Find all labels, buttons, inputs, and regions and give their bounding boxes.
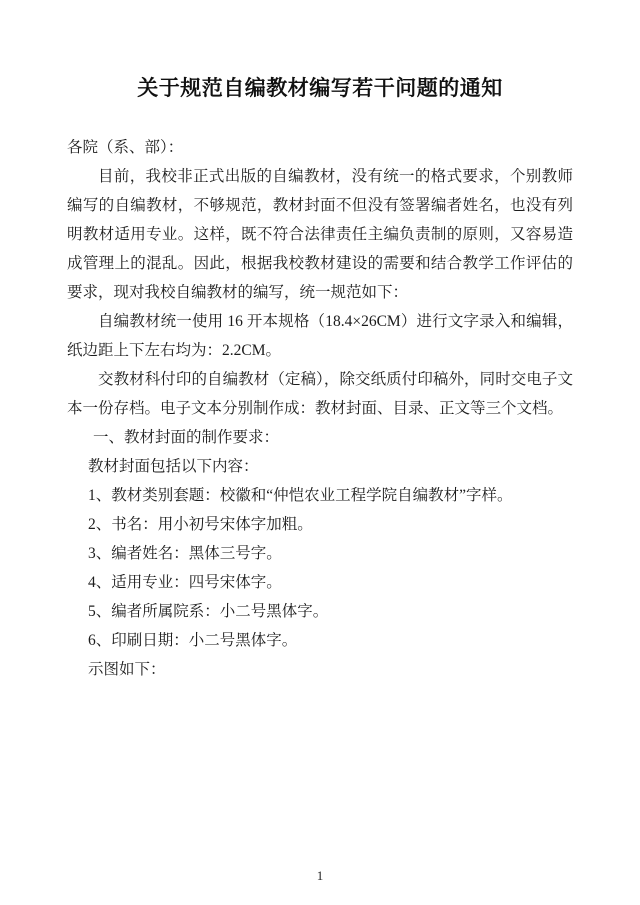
document-title: 关于规范自编教材编写若干问题的通知 bbox=[137, 77, 503, 100]
list-item-applicable-major: 4、适用专业：四号宋体字。 bbox=[88, 574, 282, 591]
page-number: 1 bbox=[316, 868, 324, 883]
list-item-book-title: 2、书名：用小初号宋体字加粗。 bbox=[88, 516, 313, 533]
list-item-print-date: 6、印刷日期：小二号黑体字。 bbox=[88, 632, 298, 649]
list-item-author-department: 5、编者所属院系：小二号黑体字。 bbox=[88, 603, 329, 620]
document-body bbox=[67, 133, 573, 684]
list-item-category: 1、教材类别套题：校徽和“仲恺农业工程学院自编教材”字样。 bbox=[88, 487, 513, 504]
section-heading-cover-requirements: 一、教材封面的制作要求： bbox=[93, 429, 280, 446]
closing-line: 示图如下： bbox=[88, 661, 166, 678]
paragraph-format-spec: 自编教材统一使用 16 开本规格（18.4×26CM）进行文字录入和编辑，纸边距上下左右均为：2.2CM。 bbox=[67, 313, 573, 359]
salutation-line: 各院（系、部）： bbox=[67, 139, 184, 156]
list-item-author-name: 3、编者姓名：黑体三号字。 bbox=[88, 545, 282, 562]
paragraph-submission: 交教材科付印的自编教材（定稿），除交纸质付印稿外，同时交电子文本一份存档。电子文本分别制作成：教材封面、目录、正文等三个文档。 bbox=[67, 371, 573, 417]
section-intro-line: 教材封面包括以下内容： bbox=[88, 458, 259, 475]
paragraph-intro: 目前，我校非正式出版的自编教材，没有统一的格式要求，个别教师编写的自编教材，不够规范，教材封面不但没有签署编者姓名，也没有列明教材适用专业。这样，既不符合法律责任主编负责制的原则，又容易造成管理上的混乱。因此，根据我校教材建设的需要和结合教学工作评估的要求，现对我校自编教材的编写，统一规范如下： bbox=[67, 168, 573, 301]
